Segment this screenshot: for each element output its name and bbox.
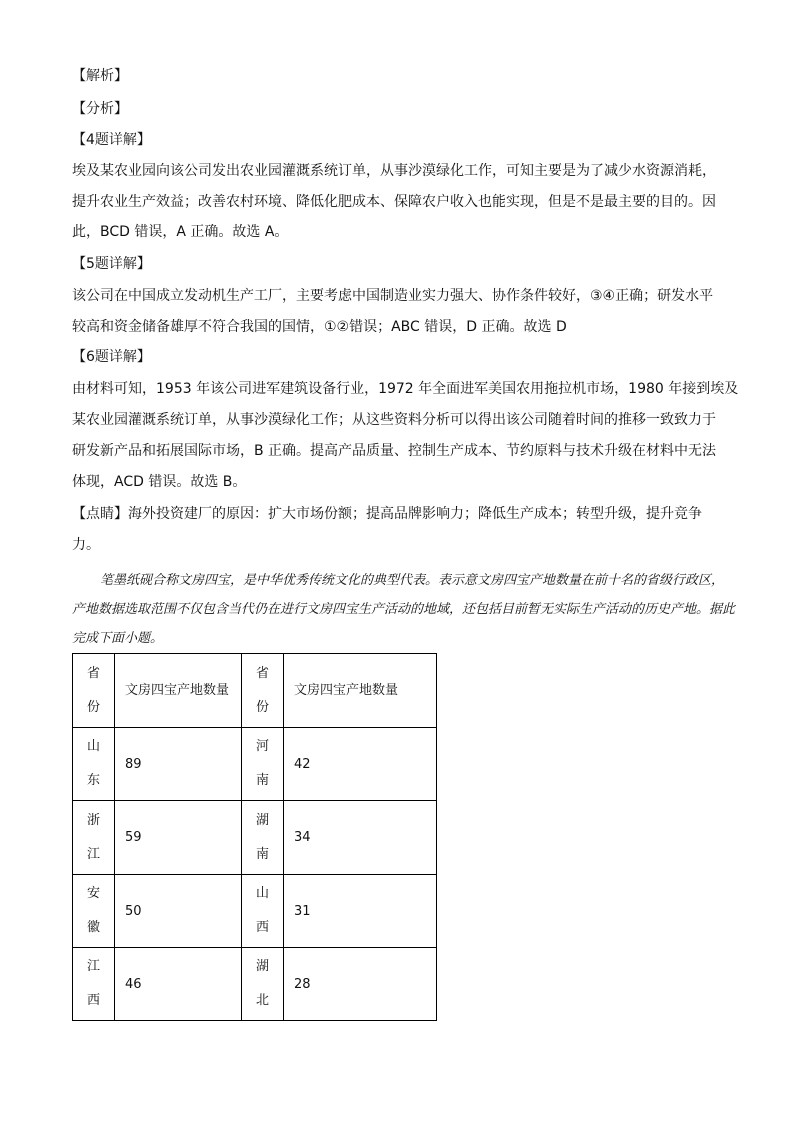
dianjing-line-1 <box>72 504 702 524</box>
q6-line-4: 体现，ACD 错误。故选 B。 <box>72 474 247 490</box>
province-cell: 安 徽 <box>73 875 115 948</box>
table-row <box>73 801 437 875</box>
header-province-2: 省 份 <box>242 654 284 728</box>
province-cell: 浙 江 <box>73 801 115 875</box>
count-cell: 46 <box>115 948 242 1021</box>
count-cell: 50 <box>115 875 242 948</box>
province-cell: 江 西 <box>73 948 115 1021</box>
dianjing-line-2: 力。 <box>72 537 100 553</box>
analysis-label: 【解析】 <box>72 68 128 84</box>
q6-label: 【6题详解】 <box>72 349 151 365</box>
header-province-1: 省 份 <box>73 654 115 728</box>
inkstone-table <box>72 653 437 1021</box>
province-cell: 湖 南 <box>242 801 284 875</box>
header-count-2: 文房四宝产地数量 <box>284 654 437 728</box>
q5-line-2: 较高和资金储备雄厚不符合我国的国情，①②错误；ABC 错误，D 正确。故选 D <box>72 319 567 335</box>
intro-paragraph: 笔墨纸砚合称文房四宝，是中华优秀传统文化的典型代表。表示意文房四宝产地数量在前十名的省级行政区，产地数据选取范围不仅包含当代仍在进行文房四宝生产活动的地域，还包括目前暂无实际生产活动的历史产地。据此完成下面小题。 <box>72 573 736 646</box>
province-cell: 山 西 <box>242 875 284 948</box>
q4-label: 【4题详解】 <box>72 132 151 148</box>
count-cell: 28 <box>284 948 437 1021</box>
fenxi-label: 【分析】 <box>72 101 128 117</box>
table-row <box>73 948 437 1021</box>
q6-line-1: 由材料可知，1953 年该公司进军建筑设备行业，1972 年全面进军美国农用拖拉机市场，1980 年接到埃及 <box>72 381 739 397</box>
dianjing-text-1: 海外投资建厂的原因：扩大市场份额；提高品牌影响力；降低生产成本；转型升级，提升竞争 <box>128 506 702 522</box>
count-cell: 31 <box>284 875 437 948</box>
province-cell: 河 南 <box>242 728 284 801</box>
count-cell: 42 <box>284 728 437 801</box>
table-row <box>73 875 437 948</box>
q5-line-1: 该公司在中国成立发动机生产工厂，主要考虑中国制造业实力强大、协作条件较好，③④正确；研发水平 <box>72 288 714 304</box>
q5-label: 【5题详解】 <box>72 256 151 272</box>
province-cell: 湖 北 <box>242 948 284 1021</box>
province-cell: 山 东 <box>73 728 115 801</box>
count-cell: 89 <box>115 728 242 801</box>
q6-line-2: 某农业园灌溉系统订单，从事沙漠绿化工作；从这些资料分析可以得出该公司随着时间的推移一致致力于 <box>72 412 716 428</box>
dianjing-label: 【点睛】 <box>72 506 128 522</box>
q4-line-2: 提升农业生产效益；改善农村环境、降低化肥成本、保障农户收入也能实现，但是不是最主要的目的。因 <box>72 194 716 210</box>
table-row <box>73 728 437 801</box>
q4-line-1: 埃及某农业园向该公司发出农业园灌溉系统订单，从事沙漠绿化工作，可知主要是为了减少水资源消耗， <box>72 163 716 179</box>
count-cell: 34 <box>284 801 437 875</box>
q6-line-3: 研发新产品和拓展国际市场，B 正确。提高产品质量、控制生产成本、节约原料与技术升级在材料中无法 <box>72 443 717 459</box>
q4-line-3: 此，BCD 错误，A 正确。故选 A。 <box>72 224 289 240</box>
count-cell: 59 <box>115 801 242 875</box>
table-header-row <box>73 654 437 728</box>
header-count-1: 文房四宝产地数量 <box>115 654 242 728</box>
